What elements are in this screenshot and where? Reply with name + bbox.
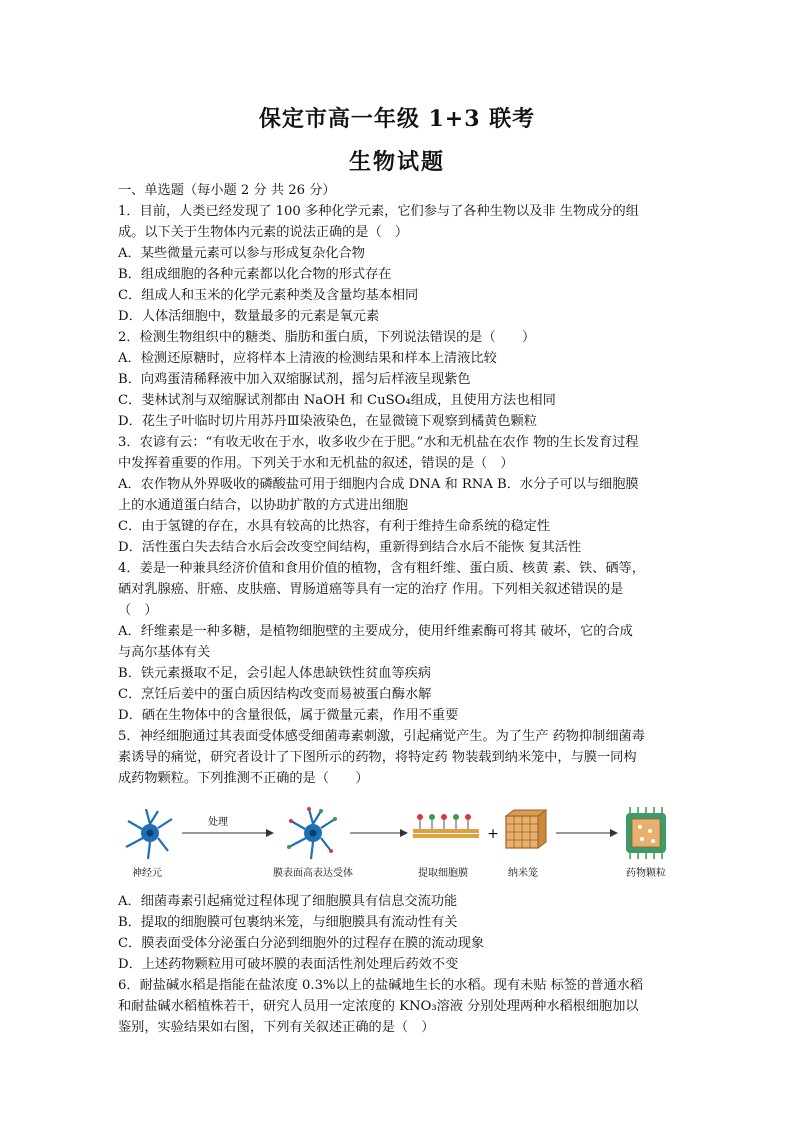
text-line: 硒对乳腺癌、肝癌、皮肤癌、胃肠道癌等具有一定的治疗 作用。下列相关叙述错误的是 [118, 582, 624, 597]
text-line: 5．神经细胞通过其表面受体感受细菌毒素刺激，引起痛觉产生。为了生产 药物抑制细菌毒 [118, 729, 645, 744]
figure-svg [118, 803, 678, 865]
question-lines-bottom [118, 891, 678, 1038]
figure-label-neuron: 神经元 [132, 868, 162, 879]
text-line: D．人体活细胞中，数量最多的元素是氧元素 [118, 309, 380, 324]
text-line: C．由于氢键的存在，水具有较高的比热容，有利于维持生命系统的稳定性 [118, 519, 551, 534]
figure-label-nanocage: 纳米笼 [508, 868, 538, 879]
question-lines-top [118, 201, 678, 789]
exam-body [118, 180, 678, 1038]
text-line: 与高尔基体有关 [118, 645, 211, 660]
text-line: B．提取的细胞膜可包裹纳米笼，与细胞膜具有流动性有关 [118, 915, 458, 930]
text-line: C．烹饪后姜中的蛋白质因结构改变而易被蛋白酶水解 [118, 687, 432, 702]
text-line: 4．姜是一种兼具经济价值和食用价值的植物，含有粗纤维、蛋白质、核黄 素、铁、硒等， [118, 561, 645, 576]
arrow-icon [556, 829, 618, 837]
drug-particle-figure [118, 803, 678, 885]
receptor-neuron-icon [287, 807, 337, 859]
figure-label-receptor: 膜表面高表达受体 [273, 868, 353, 879]
membrane-icon [413, 814, 479, 838]
text-line: 成。以下关于生物体内元素的说法正确的是（ ） [118, 225, 409, 240]
text-line: A．细菌毒素引起痛觉过程体现了细胞膜具有信息交流功能 [118, 894, 458, 909]
text-line: C．膜表面受体分泌蛋白分泌到细胞外的过程存在膜的流动现象 [118, 936, 485, 951]
exam-title: 保定市高一年级 1+3 联考 [258, 106, 536, 132]
arrow-label: 处理 [208, 817, 228, 828]
text-line: A．某些微量元素可以参与形成复杂化合物 [118, 246, 365, 261]
text-line: 1．目前，人类已经发现了 100 多种化学元素，它们参与了各种生物以及非 生物成分的组 [118, 204, 639, 219]
text-line: C．组成人和玉米的化学元素种类及含量均基本相同 [118, 288, 419, 303]
plus-sign: + [487, 826, 499, 842]
figure-label-membrane: 提取细胞膜 [418, 868, 468, 879]
text-line: A．检测还原糖时，应将样本上清液的检测结果和样本上清液比较 [118, 351, 497, 366]
nanocage-icon [506, 810, 546, 848]
text-line: C．斐林试剂与双缩脲试剂都由 NaOH 和 CuSO₄组成，且使用方法也相同 [118, 393, 556, 408]
text-line: B．向鸡蛋清稀释液中加入双缩脲试剂，摇匀后样液呈现紫色 [118, 372, 471, 387]
exam-subtitle: 生物试题 [348, 149, 445, 175]
text-line: A．农作物从外界吸收的磷酸盐可用于细胞内合成 DNA 和 RNA B．水分子可以与细胞膜 [118, 477, 639, 492]
text-line: D．花生子叶临时切片用苏丹Ⅲ染液染色，在显微镜下观察到橘黄色颗粒 [118, 414, 537, 429]
drug-particle-icon [626, 807, 666, 859]
neuron-icon [126, 809, 172, 859]
text-line: 和耐盐碱水稻植株若干，研究人员用一定浓度的 KNO₃溶液 分别处理两种水稻根细胞加以 [118, 999, 639, 1014]
text-line: D．硒在生物体中的含量很低，属于微量元素，作用不重要 [118, 708, 459, 723]
text-line: 3．农谚有云：“有收无收在于水，收多收少在于肥。”水和无机盐在农作 物的生长发育过程 [118, 435, 639, 450]
text-line: A．纤维素是一种多糖，是植物细胞壁的主要成分，使用纤维素酶可将其 破坏，它的合成 [118, 624, 633, 639]
text-line: D．活性蛋白失去结合水后会改变空间结构，重新得到结合水后不能恢 复其活性 [118, 540, 582, 555]
text-line: 6．耐盐碱水稻是指能在盐浓度 0.3%以上的盐碱地生长的水稻。现有未贴 标签的普通水稻 [118, 978, 644, 993]
figure-label-particle: 药物颗粒 [626, 868, 666, 879]
text-line: 鉴别，实验结果如右图，下列有关叙述正确的是（ ） [118, 1020, 435, 1035]
text-line: B．组成细胞的各种元素都以化合物的形式存在 [118, 267, 392, 282]
arrow-icon [182, 829, 274, 837]
text-line: 2．检测生物组织中的糖类、脂肪和蛋白质，下列说法错误的是（ ） [118, 330, 536, 345]
text-line: 成药物颗粒。下列推测不正确的是（ ） [118, 771, 369, 786]
text-line: 上的水通道蛋白结合，以协助扩散的方式进出细胞 [118, 498, 409, 513]
text-line: （ ） [118, 603, 158, 618]
arrow-icon [350, 829, 408, 837]
text-line: 中发挥着重要的作用。下列关于水和无机盐的叙述，错误的是（ ） [118, 456, 514, 471]
text-line: B．铁元素摄取不足，会引起人体患缺铁性贫血等疾病 [118, 666, 432, 681]
section-heading: 一、单选题（每小题 2 分 共 26 分） [118, 183, 336, 198]
text-line: D．上述药物颗粒用可破坏膜的表面活性剂处理后药效不变 [118, 957, 459, 972]
text-line: 素诱导的痛觉，研究者设计了下图所示的药物，将特定药 物装载到纳米笼中，与膜一同构 [118, 750, 637, 765]
